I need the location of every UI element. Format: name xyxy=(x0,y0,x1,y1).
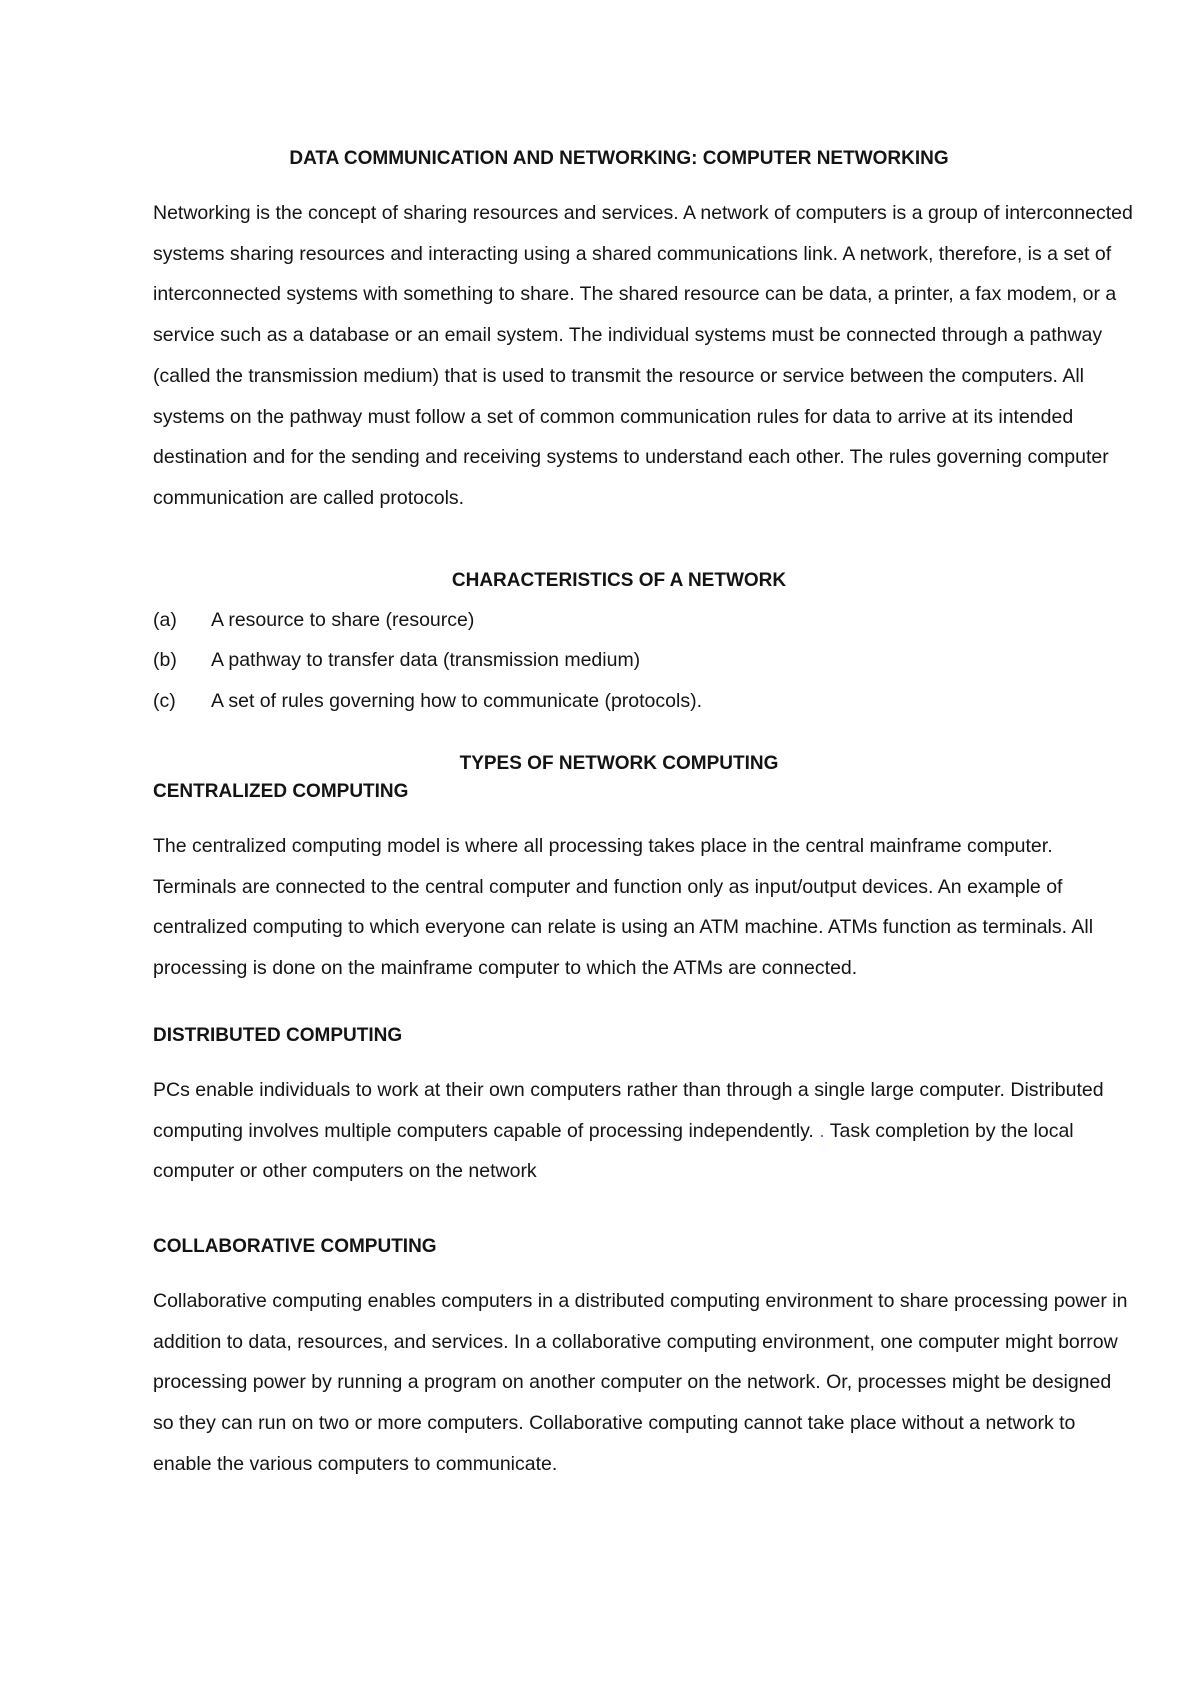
list-item xyxy=(153,609,474,632)
collaborative-heading: COLLABORATIVE COMPUTING xyxy=(153,1236,437,1257)
list-marker: (a) xyxy=(153,609,177,631)
centralized-paragraph: The centralized computing model is where all processing takes place in the central mainframe computer. Terminals are connected to the central computer and function only as input/output devices. An example of centralized computing to which everyone can relate is using an ATM machine. ATMs function as terminals. All processing is done on the mainframe computer to which the ATMs are connected. xyxy=(153,835,1094,980)
collaborative-paragraph: Collaborative computing enables computers in a distributed computing environment to share processing power in addition to data, resources, and services. In a collaborative computing environment, one computer might borrow processing power by running a program on another computer on the network. Or, processes might be designed so they can run on two or more computers. Collaborative computing cannot take place without a network to enable the various computers to communicate. xyxy=(153,1290,1128,1475)
centralized-heading: CENTRALIZED COMPUTING xyxy=(153,781,409,802)
document-title: DATA COMMUNICATION AND NETWORKING: COMPUTER NETWORKING xyxy=(289,148,949,169)
distributed-heading: DISTRIBUTED COMPUTING xyxy=(153,1025,403,1046)
distributed-text-start: PCs enable individuals to work at their own computers rather than through a single large computer. Distributed computing involves multiple computers capable of processing independently. xyxy=(153,1079,1104,1142)
intro-paragraph: Networking is the concept of sharing resources and services. A network of computers is a group of interconnected systems sharing resources and interacting using a shared communications link. A network, therefore, is a set of interconnected systems with something to share. The shared resource can be data, a printer, a fax modem, or a service such as a database or an email system. The individual systems must be connected through a pathway (called the transmission medium) that is used to transmit the resource or service between the computers. All systems on the pathway must follow a set of common communication rules for data to arrive at its intended destination and for the sending and receiving systems to understand each other. The rules governing computer communication are called protocols. xyxy=(153,202,1133,509)
list-item-text: A resource to share (resource) xyxy=(211,609,475,631)
characteristics-heading: CHARACTERISTICS OF A NETWORK xyxy=(451,570,787,591)
types-heading: TYPES OF NETWORK COMPUTING xyxy=(459,753,779,774)
stray-dot: . xyxy=(813,1119,825,1142)
list-item-text: A pathway to transfer data (transmission medium) xyxy=(211,649,641,671)
list-item xyxy=(153,690,702,713)
distributed-text-end: Task completion by the local computer or other computers on the network xyxy=(153,1119,1074,1183)
list-item-text: A set of rules governing how to communicate (protocols). xyxy=(211,690,702,712)
list-marker: (c) xyxy=(153,690,176,712)
distributed-paragraph xyxy=(153,1070,1133,1192)
list-marker: (b) xyxy=(153,649,177,671)
list-item xyxy=(153,649,640,672)
